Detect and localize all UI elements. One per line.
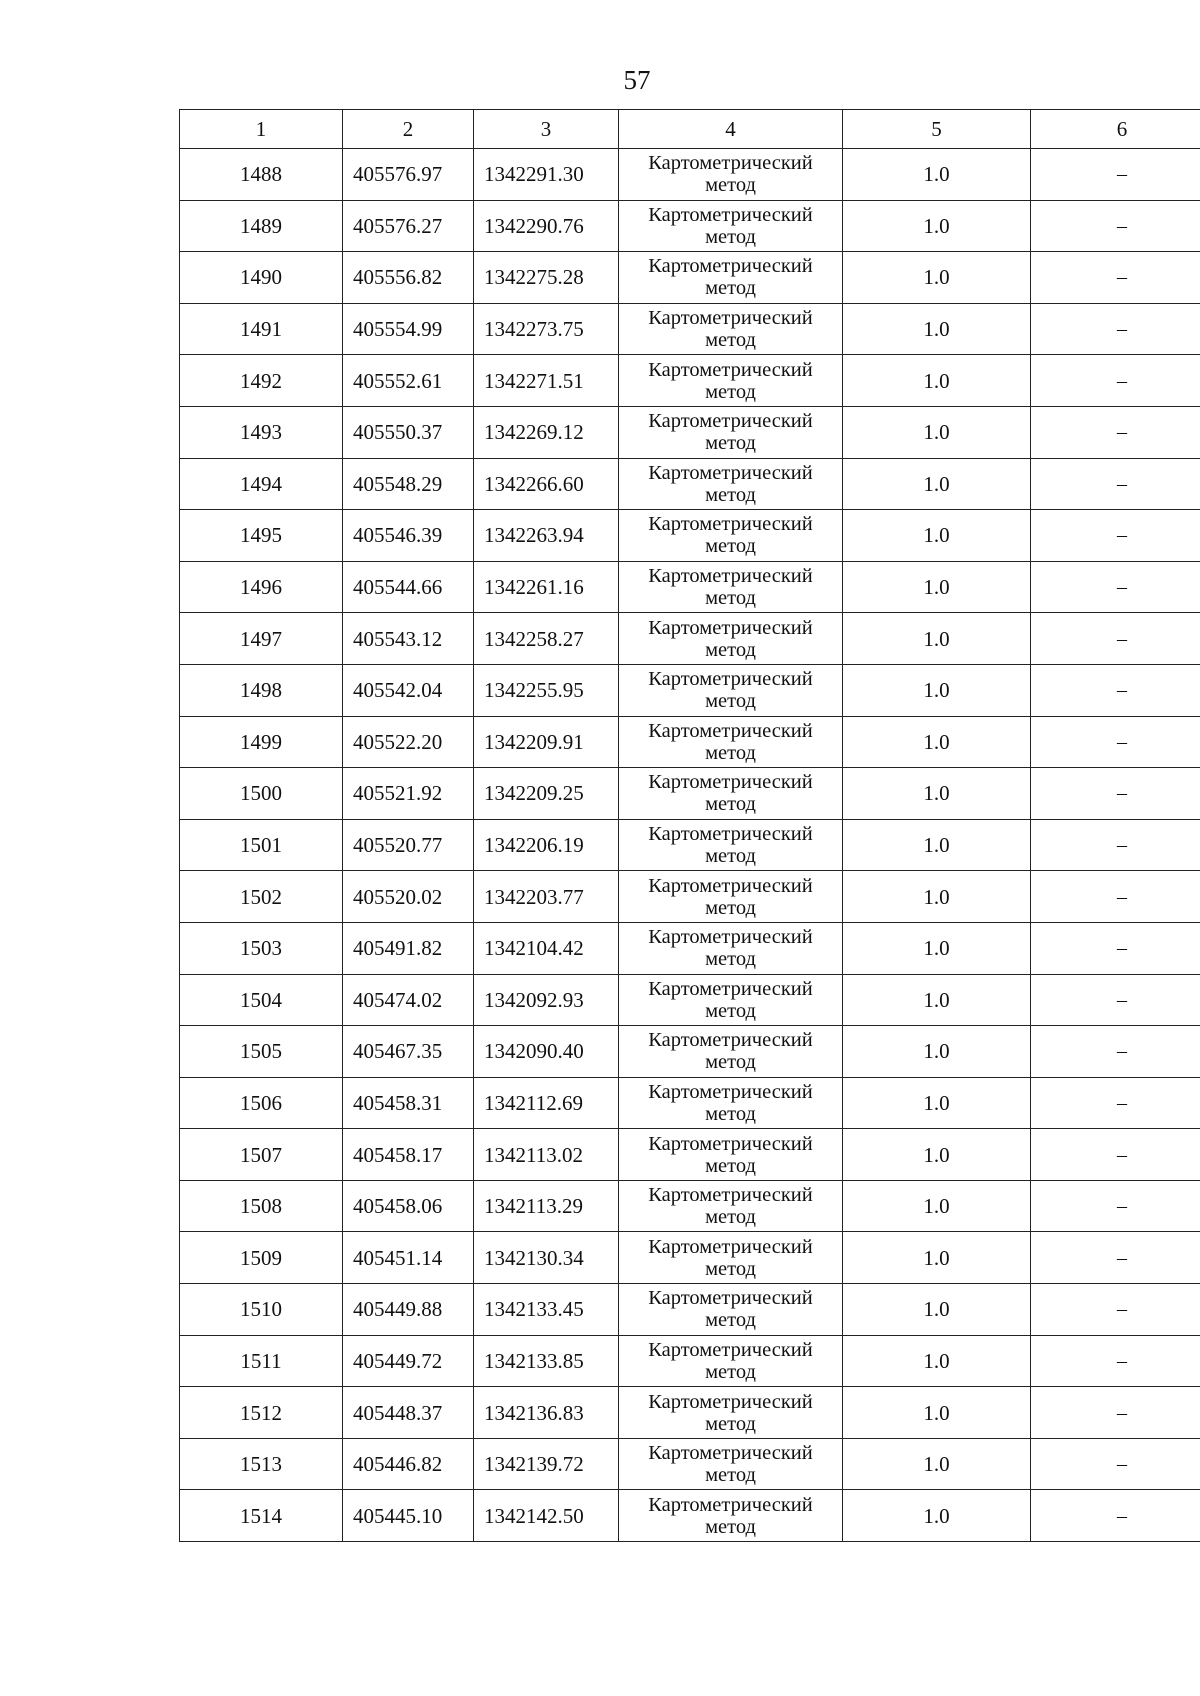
page-number: 57 <box>623 65 651 95</box>
x-coordinate-cell: 405446.82 <box>343 1438 474 1490</box>
method-cell <box>619 406 843 458</box>
table-row <box>180 1284 1200 1336</box>
accuracy-cell: 1.0 <box>843 1284 1031 1336</box>
point-number-cell: 1501 <box>180 819 343 871</box>
accuracy-cell: 1.0 <box>843 1438 1031 1490</box>
x-coordinate-cell: 405458.06 <box>343 1180 474 1232</box>
note-cell: – <box>1031 613 1200 665</box>
method-line-2: метод <box>705 587 756 610</box>
y-coordinate-cell: 1342275.28 <box>474 252 619 304</box>
accuracy-cell: 1.0 <box>843 1232 1031 1284</box>
y-coordinate-cell: 1342203.77 <box>474 871 619 923</box>
method-line-2: метод <box>705 999 756 1022</box>
method-line-1: Картометрический <box>648 1235 813 1258</box>
table-row <box>180 1129 1200 1181</box>
x-coordinate-cell: 405445.10 <box>343 1490 474 1542</box>
method-line-1: Картометрический <box>648 1338 813 1361</box>
point-number-cell: 1511 <box>180 1335 343 1387</box>
header-col-5: 5 <box>843 110 1031 149</box>
method-cell <box>619 1232 843 1284</box>
point-number-cell: 1504 <box>180 974 343 1026</box>
method-cell <box>619 974 843 1026</box>
note-cell: – <box>1031 716 1200 768</box>
method-line-2: метод <box>705 1257 756 1280</box>
method-line-1: Картометрический <box>648 1184 813 1207</box>
method-line-2: метод <box>705 948 756 971</box>
point-number-cell: 1494 <box>180 458 343 510</box>
table-row <box>180 871 1200 923</box>
y-coordinate-cell: 1342139.72 <box>474 1438 619 1490</box>
y-coordinate-cell: 1342113.02 <box>474 1129 619 1181</box>
method-cell <box>619 252 843 304</box>
y-coordinate-cell: 1342263.94 <box>474 510 619 562</box>
note-cell: – <box>1031 1490 1200 1542</box>
method-cell <box>619 716 843 768</box>
method-line-1: Картометрический <box>648 1132 813 1155</box>
y-coordinate-cell: 1342271.51 <box>474 355 619 407</box>
method-cell <box>619 561 843 613</box>
table-row <box>180 664 1200 716</box>
method-line-1: Картометрический <box>648 977 813 1000</box>
note-cell: – <box>1031 303 1200 355</box>
note-cell: – <box>1031 1335 1200 1387</box>
accuracy-cell: 1.0 <box>843 1180 1031 1232</box>
accuracy-cell: 1.0 <box>843 974 1031 1026</box>
x-coordinate-cell: 405474.02 <box>343 974 474 1026</box>
method-line-2: метод <box>705 432 756 455</box>
point-number-cell: 1492 <box>180 355 343 407</box>
accuracy-cell: 1.0 <box>843 613 1031 665</box>
point-number-cell: 1491 <box>180 303 343 355</box>
method-cell <box>619 458 843 510</box>
table-row <box>180 1077 1200 1129</box>
point-number-cell: 1512 <box>180 1387 343 1439</box>
y-coordinate-cell: 1342261.16 <box>474 561 619 613</box>
accuracy-cell: 1.0 <box>843 458 1031 510</box>
method-cell <box>619 1180 843 1232</box>
header-row <box>180 110 1200 149</box>
x-coordinate-cell: 405546.39 <box>343 510 474 562</box>
method-line-2: метод <box>705 329 756 352</box>
point-number-cell: 1489 <box>180 200 343 252</box>
accuracy-cell: 1.0 <box>843 510 1031 562</box>
method-line-2: метод <box>705 277 756 300</box>
method-cell <box>619 1077 843 1129</box>
method-line-1: Картометрический <box>648 307 813 330</box>
y-coordinate-cell: 1342290.76 <box>474 200 619 252</box>
method-line-1: Картометрический <box>648 926 813 949</box>
method-line-1: Картометрический <box>648 1029 813 1052</box>
accuracy-cell: 1.0 <box>843 200 1031 252</box>
method-line-2: метод <box>705 174 756 197</box>
note-cell: – <box>1031 252 1200 304</box>
method-line-1: Картометрический <box>648 203 813 226</box>
x-coordinate-cell: 405520.02 <box>343 871 474 923</box>
header-col-6: 6 <box>1031 110 1200 149</box>
table-row <box>180 819 1200 871</box>
accuracy-cell: 1.0 <box>843 303 1031 355</box>
method-line-2: метод <box>705 1154 756 1177</box>
point-number-cell: 1514 <box>180 1490 343 1542</box>
table-row <box>180 149 1200 201</box>
y-coordinate-cell: 1342273.75 <box>474 303 619 355</box>
method-cell <box>619 819 843 871</box>
method-line-2: метод <box>705 483 756 506</box>
method-line-1: Картометрический <box>648 823 813 846</box>
method-line-2: метод <box>705 1360 756 1383</box>
accuracy-cell: 1.0 <box>843 768 1031 820</box>
note-cell: – <box>1031 664 1200 716</box>
method-cell <box>619 922 843 974</box>
point-number-cell: 1502 <box>180 871 343 923</box>
method-cell <box>619 871 843 923</box>
note-cell: – <box>1031 406 1200 458</box>
method-cell <box>619 1335 843 1387</box>
method-line-2: метод <box>705 1515 756 1538</box>
header-col-4: 4 <box>619 110 843 149</box>
table-row <box>180 974 1200 1026</box>
note-cell: – <box>1031 974 1200 1026</box>
y-coordinate-cell: 1342266.60 <box>474 458 619 510</box>
note-cell: – <box>1031 768 1200 820</box>
method-line-2: метод <box>705 1412 756 1435</box>
note-cell: – <box>1031 1232 1200 1284</box>
x-coordinate-cell: 405576.27 <box>343 200 474 252</box>
accuracy-cell: 1.0 <box>843 716 1031 768</box>
point-number-cell: 1493 <box>180 406 343 458</box>
point-number-cell: 1510 <box>180 1284 343 1336</box>
method-line-1: Картометрический <box>648 152 813 175</box>
accuracy-cell: 1.0 <box>843 355 1031 407</box>
point-number-cell: 1498 <box>180 664 343 716</box>
point-number-cell: 1488 <box>180 149 343 201</box>
table-row <box>180 1438 1200 1490</box>
method-cell <box>619 768 843 820</box>
point-number-cell: 1505 <box>180 1026 343 1078</box>
table-header <box>180 110 1200 149</box>
y-coordinate-cell: 1342113.29 <box>474 1180 619 1232</box>
point-number-cell: 1503 <box>180 922 343 974</box>
accuracy-cell: 1.0 <box>843 871 1031 923</box>
method-line-2: метод <box>705 896 756 919</box>
x-coordinate-cell: 405543.12 <box>343 613 474 665</box>
x-coordinate-cell: 405449.72 <box>343 1335 474 1387</box>
coordinates-table <box>179 109 1200 1542</box>
x-coordinate-cell: 405458.17 <box>343 1129 474 1181</box>
method-line-2: метод <box>705 1309 756 1332</box>
table-row <box>180 510 1200 562</box>
y-coordinate-cell: 1342206.19 <box>474 819 619 871</box>
method-cell <box>619 613 843 665</box>
method-cell <box>619 664 843 716</box>
header-col-3: 3 <box>474 110 619 149</box>
method-line-2: метод <box>705 380 756 403</box>
note-cell: – <box>1031 458 1200 510</box>
x-coordinate-cell: 405458.31 <box>343 1077 474 1129</box>
accuracy-cell: 1.0 <box>843 1129 1031 1181</box>
y-coordinate-cell: 1342258.27 <box>474 613 619 665</box>
x-coordinate-cell: 405491.82 <box>343 922 474 974</box>
method-line-2: метод <box>705 793 756 816</box>
method-line-1: Картометрический <box>648 255 813 278</box>
accuracy-cell: 1.0 <box>843 1026 1031 1078</box>
x-coordinate-cell: 405552.61 <box>343 355 474 407</box>
x-coordinate-cell: 405550.37 <box>343 406 474 458</box>
point-number-cell: 1497 <box>180 613 343 665</box>
y-coordinate-cell: 1342130.34 <box>474 1232 619 1284</box>
method-line-1: Картометрический <box>648 1080 813 1103</box>
method-line-1: Картометрический <box>648 874 813 897</box>
accuracy-cell: 1.0 <box>843 561 1031 613</box>
table-row <box>180 1232 1200 1284</box>
note-cell: – <box>1031 510 1200 562</box>
method-cell <box>619 149 843 201</box>
point-number-cell: 1507 <box>180 1129 343 1181</box>
method-line-1: Картометрический <box>648 461 813 484</box>
table-row <box>180 613 1200 665</box>
table-row <box>180 922 1200 974</box>
x-coordinate-cell: 405576.97 <box>343 149 474 201</box>
table-row <box>180 252 1200 304</box>
method-line-1: Картометрический <box>648 358 813 381</box>
x-coordinate-cell: 405554.99 <box>343 303 474 355</box>
table-row <box>180 458 1200 510</box>
note-cell: – <box>1031 1026 1200 1078</box>
note-cell: – <box>1031 561 1200 613</box>
point-number-cell: 1513 <box>180 1438 343 1490</box>
accuracy-cell: 1.0 <box>843 1387 1031 1439</box>
x-coordinate-cell: 405451.14 <box>343 1232 474 1284</box>
y-coordinate-cell: 1342291.30 <box>474 149 619 201</box>
method-line-1: Картометрический <box>648 513 813 536</box>
table-row <box>180 1335 1200 1387</box>
header-col-2: 2 <box>343 110 474 149</box>
y-coordinate-cell: 1342209.91 <box>474 716 619 768</box>
method-line-2: метод <box>705 845 756 868</box>
y-coordinate-cell: 1342133.45 <box>474 1284 619 1336</box>
note-cell: – <box>1031 819 1200 871</box>
point-number-cell: 1500 <box>180 768 343 820</box>
accuracy-cell: 1.0 <box>843 149 1031 201</box>
point-number-cell: 1495 <box>180 510 343 562</box>
accuracy-cell: 1.0 <box>843 1077 1031 1129</box>
method-line-2: метод <box>705 741 756 764</box>
accuracy-cell: 1.0 <box>843 406 1031 458</box>
method-line-2: метод <box>705 638 756 661</box>
table-row <box>180 716 1200 768</box>
table-row <box>180 1180 1200 1232</box>
table-body <box>180 149 1200 1542</box>
y-coordinate-cell: 1342133.85 <box>474 1335 619 1387</box>
method-cell <box>619 1284 843 1336</box>
method-line-1: Картометрический <box>648 771 813 794</box>
table-row <box>180 1490 1200 1542</box>
note-cell: – <box>1031 1438 1200 1490</box>
method-cell <box>619 1490 843 1542</box>
accuracy-cell: 1.0 <box>843 664 1031 716</box>
method-line-2: метод <box>705 1206 756 1229</box>
method-cell <box>619 510 843 562</box>
note-cell: – <box>1031 922 1200 974</box>
note-cell: – <box>1031 149 1200 201</box>
y-coordinate-cell: 1342269.12 <box>474 406 619 458</box>
x-coordinate-cell: 405556.82 <box>343 252 474 304</box>
method-cell <box>619 1129 843 1181</box>
x-coordinate-cell: 405449.88 <box>343 1284 474 1336</box>
table-row <box>180 303 1200 355</box>
method-line-1: Картометрический <box>648 1442 813 1465</box>
note-cell: – <box>1031 1129 1200 1181</box>
point-number-cell: 1499 <box>180 716 343 768</box>
method-line-2: метод <box>705 1102 756 1125</box>
accuracy-cell: 1.0 <box>843 922 1031 974</box>
x-coordinate-cell: 405522.20 <box>343 716 474 768</box>
method-line-1: Картометрический <box>648 1493 813 1516</box>
note-cell: – <box>1031 1387 1200 1439</box>
method-cell <box>619 1026 843 1078</box>
method-line-1: Картометрический <box>648 719 813 742</box>
y-coordinate-cell: 1342112.69 <box>474 1077 619 1129</box>
method-line-2: метод <box>705 1464 756 1487</box>
table-row <box>180 200 1200 252</box>
table-row <box>180 1026 1200 1078</box>
method-line-2: метод <box>705 535 756 558</box>
note-cell: – <box>1031 1180 1200 1232</box>
note-cell: – <box>1031 1077 1200 1129</box>
x-coordinate-cell: 405467.35 <box>343 1026 474 1078</box>
table-row <box>180 561 1200 613</box>
method-line-1: Картометрический <box>648 616 813 639</box>
x-coordinate-cell: 405548.29 <box>343 458 474 510</box>
point-number-cell: 1490 <box>180 252 343 304</box>
accuracy-cell: 1.0 <box>843 1335 1031 1387</box>
table-row <box>180 768 1200 820</box>
method-cell <box>619 1387 843 1439</box>
x-coordinate-cell: 405544.66 <box>343 561 474 613</box>
accuracy-cell: 1.0 <box>843 819 1031 871</box>
y-coordinate-cell: 1342104.42 <box>474 922 619 974</box>
note-cell: – <box>1031 1284 1200 1336</box>
method-cell <box>619 303 843 355</box>
x-coordinate-cell: 405521.92 <box>343 768 474 820</box>
method-line-1: Картометрический <box>648 565 813 588</box>
method-cell <box>619 200 843 252</box>
method-line-2: метод <box>705 1051 756 1074</box>
y-coordinate-cell: 1342090.40 <box>474 1026 619 1078</box>
y-coordinate-cell: 1342142.50 <box>474 1490 619 1542</box>
note-cell: – <box>1031 355 1200 407</box>
note-cell: – <box>1031 871 1200 923</box>
method-line-1: Картометрический <box>648 668 813 691</box>
method-line-1: Картометрический <box>648 1390 813 1413</box>
y-coordinate-cell: 1342255.95 <box>474 664 619 716</box>
table-row <box>180 355 1200 407</box>
point-number-cell: 1508 <box>180 1180 343 1232</box>
y-coordinate-cell: 1342209.25 <box>474 768 619 820</box>
method-line-2: метод <box>705 690 756 713</box>
point-number-cell: 1506 <box>180 1077 343 1129</box>
note-cell: – <box>1031 200 1200 252</box>
y-coordinate-cell: 1342136.83 <box>474 1387 619 1439</box>
y-coordinate-cell: 1342092.93 <box>474 974 619 1026</box>
table-row <box>180 406 1200 458</box>
point-number-cell: 1509 <box>180 1232 343 1284</box>
x-coordinate-cell: 405542.04 <box>343 664 474 716</box>
accuracy-cell: 1.0 <box>843 1490 1031 1542</box>
point-number-cell: 1496 <box>180 561 343 613</box>
accuracy-cell: 1.0 <box>843 252 1031 304</box>
method-cell <box>619 355 843 407</box>
method-line-1: Картометрический <box>648 1287 813 1310</box>
method-line-1: Картометрический <box>648 410 813 433</box>
method-cell <box>619 1438 843 1490</box>
method-line-2: метод <box>705 225 756 248</box>
header-col-1: 1 <box>180 110 343 149</box>
x-coordinate-cell: 405448.37 <box>343 1387 474 1439</box>
x-coordinate-cell: 405520.77 <box>343 819 474 871</box>
table-row <box>180 1387 1200 1439</box>
